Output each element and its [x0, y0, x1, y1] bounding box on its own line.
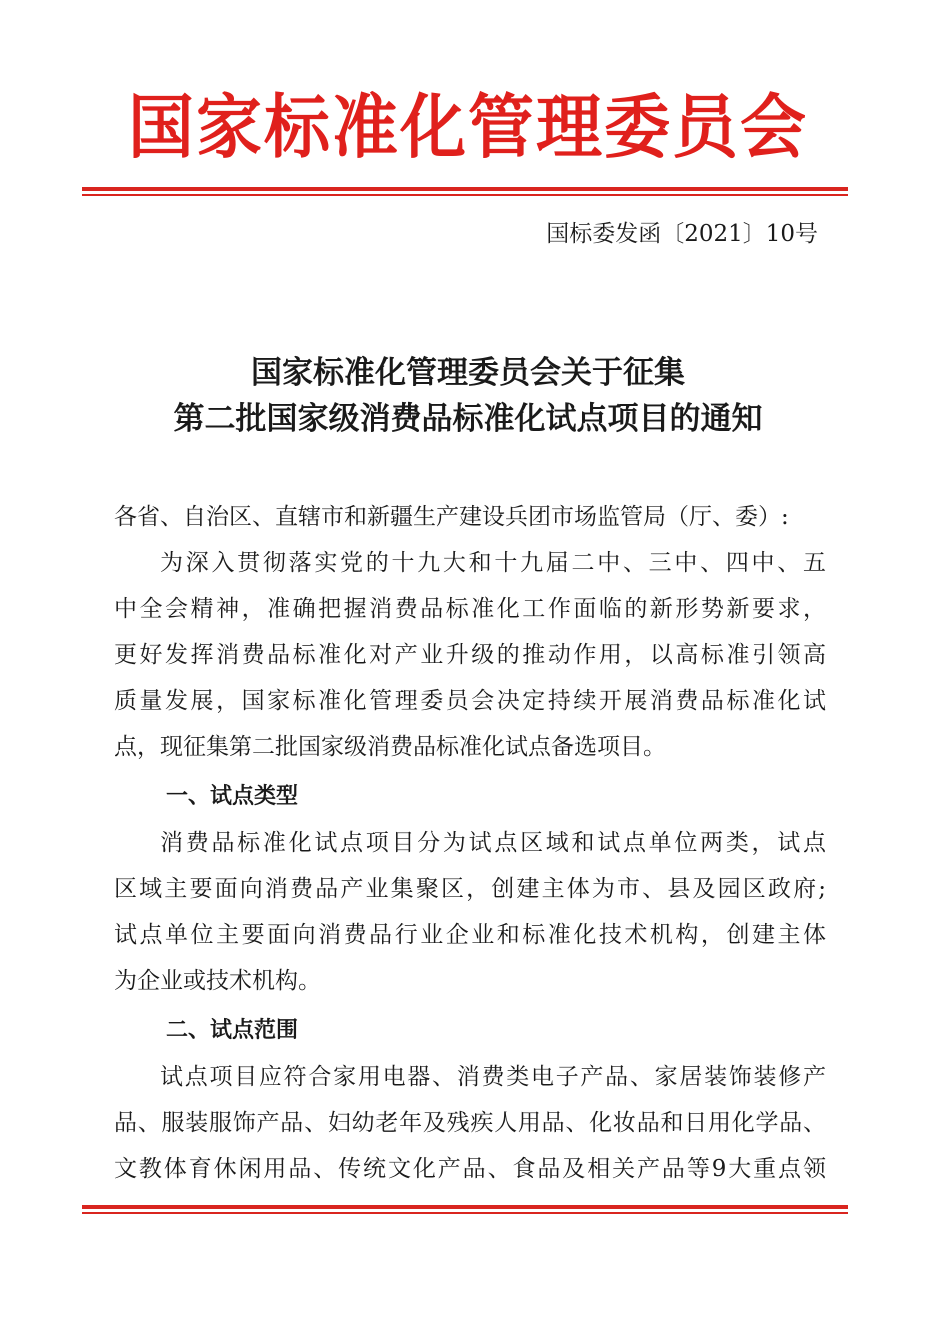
- body-line: 为深入贯彻落实党的十九大和十九届二中、三中、四中、五: [160, 550, 826, 576]
- body-line: 中全会精神，准确把握消费品标准化工作面临的新形势新要求，: [114, 596, 826, 622]
- document-title: [0, 350, 936, 442]
- section-1-paragraph: [114, 820, 826, 1004]
- body-line: 点，现征集第二批国家级消费品标准化试点备选项目。: [114, 734, 666, 760]
- title-line-1: 国家标准化管理委员会关于征集: [251, 355, 685, 391]
- body-line: 文教体育休闲用品、传统文化产品、食品及相关产品等9大重点领: [114, 1156, 826, 1182]
- body-line: 试点单位主要面向消费品行业企业和标准化技术机构，创建主体: [114, 922, 826, 948]
- salutation: 各省、自治区、直辖市和新疆生产建设兵团市场监管局（厅、委）:: [114, 504, 789, 530]
- body-line: 质量发展，国家标准化管理委员会决定持续开展消费品标准化试: [114, 688, 826, 714]
- body-line: 更好发挥消费品标准化对产业升级的推动作用，以高标准引领高: [114, 642, 826, 668]
- title-line-2: 第二批国家级消费品标准化试点项目的通知: [173, 401, 763, 437]
- body-line: 品、服装服饰产品、妇幼老年及残疾人用品、化妆品和日用化学品、: [114, 1110, 826, 1136]
- body-line: 消费品标准化试点项目分为试点区域和试点单位两类，试点: [160, 830, 826, 856]
- section-2-paragraph: [114, 1054, 826, 1192]
- document-body: [114, 494, 826, 1192]
- section-heading-2: 二、试点范围: [166, 1018, 299, 1043]
- body-line: 区域主要面向消费品产业集聚区，创建主体为市、县及园区政府;: [114, 876, 826, 902]
- intro-paragraph: [114, 540, 826, 770]
- section-heading-1: 一、试点类型: [166, 784, 299, 809]
- body-line: 试点项目应符合家用电器、消费类电子产品、家居装饰装修产: [160, 1064, 826, 1090]
- masthead-rule: [82, 187, 848, 196]
- issuer-masthead: 国家标准化管理委员会: [128, 87, 808, 168]
- body-line: 为企业或技术机构。: [114, 968, 321, 994]
- footer-rule: [82, 1205, 848, 1214]
- document-number: 国标委发函〔2021〕10号: [546, 221, 818, 247]
